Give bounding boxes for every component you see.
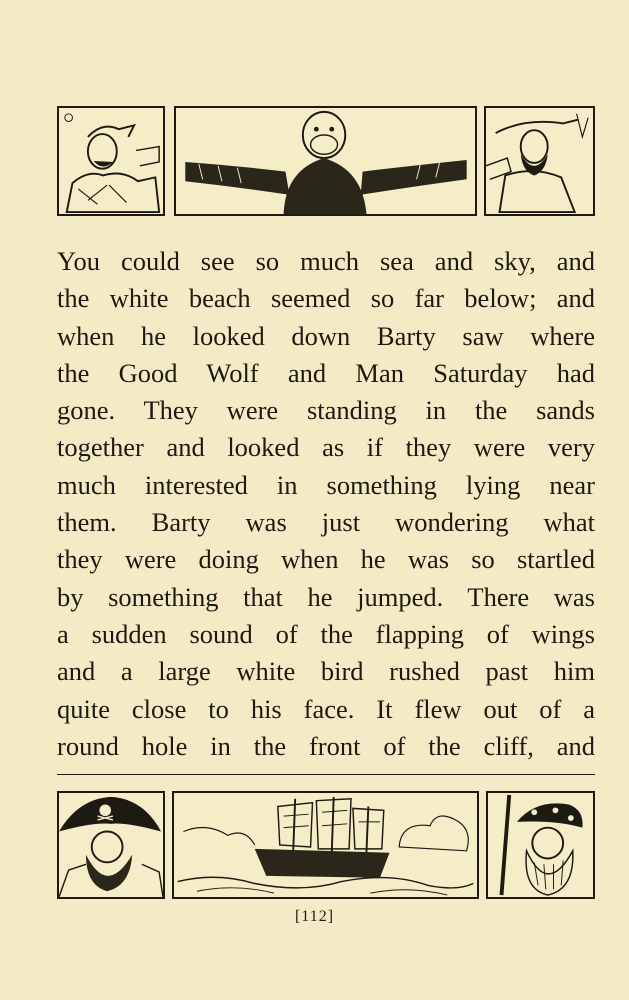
pirate-skull-hat-drawing bbox=[59, 793, 163, 897]
text-line: quite close to his face. It flew out of a bbox=[57, 693, 595, 724]
text-line: a sudden sound of the flapping of wings bbox=[57, 618, 595, 649]
text-line: together and looked as if they were very bbox=[57, 432, 595, 463]
bottom-illustration-center bbox=[172, 791, 479, 899]
text-line: when he looked down Barty saw where bbox=[57, 320, 595, 351]
text-line: by something that he jumped. There was bbox=[57, 581, 595, 612]
top-illustration-left bbox=[57, 106, 165, 216]
top-illustration-right bbox=[484, 106, 595, 216]
bottom-illustration-right bbox=[486, 791, 595, 899]
body-text bbox=[57, 243, 595, 765]
bottom-illustration-left bbox=[57, 791, 165, 899]
pirate-rifle-drawing bbox=[488, 793, 593, 897]
divider-rule bbox=[57, 774, 595, 775]
text-line: they were doing when he was so startled bbox=[57, 544, 595, 575]
pirate-ship-drawing bbox=[174, 793, 477, 897]
text-line: much interested in something lying near bbox=[57, 469, 595, 500]
top-illustration-center bbox=[174, 106, 477, 216]
gorilla-drawing bbox=[176, 108, 475, 214]
text-line: and a large white bird rushed past him bbox=[57, 656, 595, 687]
text-line: gone. They were standing in the sands bbox=[57, 395, 595, 426]
pirate-bandana-drawing bbox=[59, 108, 163, 214]
text-line: the white beach seemed so far below; and bbox=[57, 283, 595, 314]
page-number: [112] bbox=[294, 908, 335, 925]
text-line: You could see so much sea and sky, and bbox=[57, 246, 595, 276]
text-line: the Good Wolf and Man Saturday had bbox=[57, 357, 595, 388]
text-line: them. Barty was just wondering what bbox=[57, 507, 595, 538]
bearded-pirate-drawing bbox=[486, 108, 593, 214]
text-line: round hole in the front of the cliff, and bbox=[57, 730, 595, 761]
